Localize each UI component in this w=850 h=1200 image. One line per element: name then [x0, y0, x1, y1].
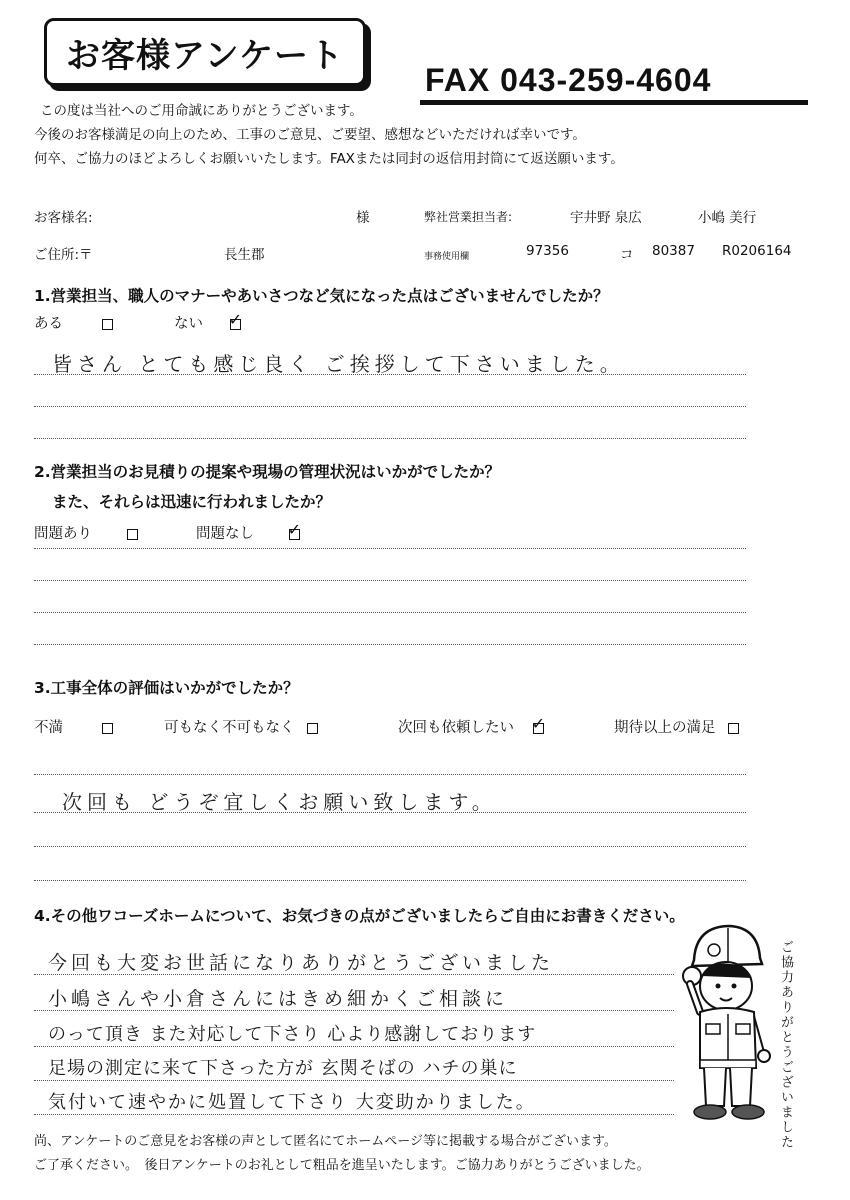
q3-option-2-label: 可もなく不可もなく [164, 720, 295, 736]
q4-rule-4 [34, 1080, 674, 1081]
q2-question-line-1: 2.営業担当のお見積りの提案や現場の管理状況はいかがでしたか？ [34, 463, 501, 481]
q4-answer-line-5: 気付いて速やかに処置して下さり 大変助かりました。 [48, 1092, 536, 1113]
q3-option-4[interactable] [614, 716, 739, 737]
customer-name-label: お客様名: [34, 210, 93, 226]
q3-answer-line-3 [34, 846, 746, 847]
q2-option-noissue-label: 問題なし [196, 526, 254, 542]
office-code-4: R0206164 [722, 243, 792, 259]
q3-option-3-label: 次回も依頼したい [398, 720, 514, 736]
q1-option-yes-label: ある [34, 316, 63, 332]
q3-option-1-label: 不満 [34, 720, 63, 736]
q2-issue-checkbox[interactable] [127, 529, 138, 540]
fax-number: FAX 043-259-4604 [425, 62, 712, 98]
q3-option-3-checkbox[interactable] [531, 713, 546, 734]
check-mark-icon: ✓ [531, 713, 546, 733]
staff-name-2: 小嶋 美行 [698, 210, 757, 226]
q3-option-3[interactable] [398, 713, 546, 737]
address-label: ご住所:〒 [34, 247, 93, 263]
q1-answer: 皆さん とても感じ良く ご挨拶して下さいました。 [52, 352, 625, 376]
fax-underline [420, 100, 808, 105]
q2-option-issue-label: 問題あり [34, 526, 92, 542]
q3-option-1[interactable] [34, 716, 113, 737]
q1-answer-line-3 [34, 438, 746, 439]
q3-option-1-checkbox[interactable] [102, 723, 113, 734]
q4-answer-line-4: 足場の測定に来て下さった方が 玄関そばの ハチの巣に [48, 1058, 518, 1079]
footer-line-2: ご了承ください。 後日アンケートのお礼として粗品を進呈いたします。ご協力ありがとうございました。 [34, 1158, 650, 1173]
footer-line-1: 尚、アンケートのご意見をお客様の声として匿名にてホームページ等に掲載する場合がございます。 [34, 1134, 617, 1149]
q3-answer-line-4 [34, 880, 746, 881]
q3-option-4-checkbox[interactable] [728, 723, 739, 734]
q1-no-checkbox[interactable] [228, 309, 243, 330]
intro-line-2: 今後のお客様満足の向上のため、工事のご意見、ご要望、感想などいただければ幸いです。 [34, 127, 586, 143]
q2-noissue-checkbox[interactable] [287, 519, 302, 540]
q3-answer: 次回も どうぞ宜しくお願い致します。 [62, 790, 497, 814]
check-mark-icon: ✓ [287, 519, 302, 539]
q1-yes-checkbox[interactable] [102, 319, 113, 330]
q2-option-noissue[interactable] [196, 519, 302, 543]
q1-answer-line-2 [34, 406, 746, 407]
q3-answer-line-1 [34, 774, 746, 775]
q1-option-no[interactable] [174, 309, 243, 333]
q3-answer-line-2 [34, 812, 746, 813]
staff-label: 弊社営業担当者: [424, 210, 513, 224]
q4-question: 4.その他ワコーズホームについて、お気づきの点がございましたらご自由にお書きください。 [34, 907, 685, 925]
q2-answer-line-3 [34, 612, 746, 613]
address-value: 長生郡 [224, 247, 265, 263]
q3-option-2[interactable] [164, 716, 318, 737]
q2-answer-line-1 [34, 548, 746, 549]
q1-option-no-label: ない [174, 316, 203, 332]
q4-answer-line-2: 小嶋さんや小倉さんにはきめ細かくご相談に [48, 988, 509, 1010]
q4-rule-2 [34, 1010, 674, 1011]
sama-label: 様 [356, 210, 370, 226]
side-thanks-vertical: ご協力ありがとうございました [778, 940, 793, 1150]
staff-name-1: 宇井野 泉広 [570, 210, 642, 226]
office-code-2: コ [620, 247, 634, 263]
office-code-1: 97356 [526, 243, 569, 259]
q3-option-2-checkbox[interactable] [307, 723, 318, 734]
q3-option-4-label: 期待以上の満足 [614, 720, 716, 736]
q2-option-issue[interactable] [34, 522, 138, 543]
q2-answer-line-2 [34, 580, 746, 581]
check-mark-icon: ✓ [228, 309, 243, 329]
office-use-label: 事務使用欄 [424, 252, 470, 262]
q1-question: 1.営業担当、職人のマナーやあいさつなど気になった点はございませんでしたか？ [34, 287, 609, 305]
q1-option-yes[interactable] [34, 312, 113, 333]
q4-answer-line-3: のって頂き また対応して下さり 心より感謝しております [48, 1024, 537, 1045]
q4-answer-line-1: 今回も大変お世話になりありがとうございました [48, 952, 555, 974]
office-code-3: 80387 [652, 243, 695, 259]
intro-line-1: この度は当社へのご用命誠にありがとうございます。 [40, 103, 363, 119]
q4-rule-1 [34, 974, 674, 975]
q1-answer-line-1 [34, 374, 746, 375]
q4-rule-5 [34, 1114, 674, 1115]
q3-question: 3.工事全体の評価はいかがでしたか？ [34, 679, 299, 697]
intro-line-3: 何卒、ご協力のほどよろしくお願いいたします。FAXまたは同封の返信用封筒にて返送願います。 [34, 151, 624, 167]
q2-answer-line-4 [34, 644, 746, 645]
worker-mascot-illustration [672, 920, 778, 1125]
survey-title: お客様アンケート [44, 18, 366, 86]
q2-question-line-2: また、それらは迅速に行われましたか？ [52, 493, 332, 511]
q4-rule-3 [34, 1046, 674, 1047]
